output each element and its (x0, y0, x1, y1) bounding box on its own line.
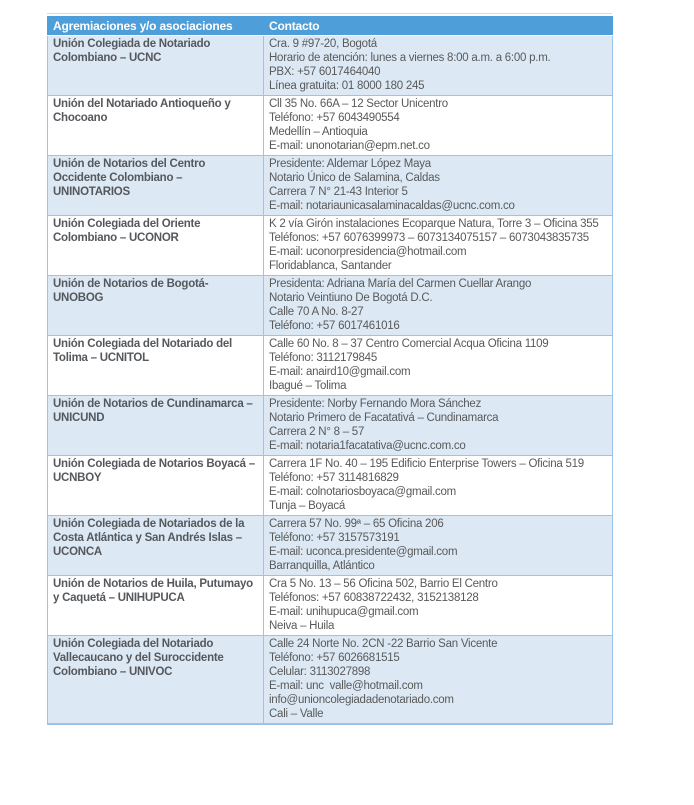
table-row (48, 36, 613, 96)
contact-line: Teléfono: +57 6026681515 (269, 652, 400, 664)
contact-line: Calle 24 Norte No. 2CN -22 Barrio San Vicente (269, 638, 498, 650)
contact-line: Presidente: Norby Fernando Mora Sánchez (269, 398, 482, 410)
table-row (48, 576, 613, 636)
table-top-rule (47, 13, 612, 14)
contact-line: Notario Único de Salamina, Caldas (269, 172, 440, 184)
contact-line: Notario Veintiuno De Bogotá D.C. (269, 292, 433, 304)
contact-info (264, 636, 613, 725)
contact-line: info@unioncolegiadadenotariado.com (269, 694, 454, 706)
contact-line: E-mail: uconorpresidencia@hotmail.com (269, 246, 467, 258)
contact-info (264, 336, 613, 396)
contact-line: E-mail: notariaunicasalaminacaldas@ucnc.com.co (269, 200, 515, 212)
contact-line: Presidente: Aldemar López Maya (269, 158, 431, 170)
contact-line: Teléfono: +57 6043490554 (269, 112, 400, 124)
association-name: Unión Colegiada de Notarios Boyacá – UCNBOY (48, 456, 264, 516)
table-body (48, 36, 613, 725)
table-row (48, 336, 613, 396)
col-header-contact: Contacto (264, 17, 613, 36)
contact-info (264, 456, 613, 516)
contact-line: Teléfonos: +57 6076399973 – 6073134075157 – 6073043835735 (269, 232, 589, 244)
association-name: Unión de Notarios de Cundinamarca – UNICUND (48, 396, 264, 456)
table-row (48, 516, 613, 576)
col-header-associations: Agremiaciones y/o asociaciones (48, 17, 264, 36)
contact-line: Horario de atención: lunes a viernes 8:00 a.m. a 6:00 p.m. (269, 52, 551, 64)
contact-info (264, 576, 613, 636)
contact-line: Carrera 7 N° 21-43 Interior 5 (269, 186, 408, 198)
association-name: Unión de Notarios de Huila, Putumayo y Caquetá – UNIHUPUCA (48, 576, 264, 636)
association-name: Unión de Notarios del Centro Occidente Colombiano – UNINOTARIOS (48, 156, 264, 216)
contact-line: E-mail: unonotarian@epm.net.co (269, 140, 430, 152)
contact-line: Cra 5 No. 13 – 56 Oficina 502, Barrio El Centro (269, 578, 498, 590)
contact-line: Floridablanca, Santander (269, 260, 392, 272)
table-row (48, 96, 613, 156)
contact-line: Carrera 57 No. 99ª – 65 Oficina 206 (269, 518, 444, 530)
contact-line: Notario Primero de Facatativá – Cundinamarca (269, 412, 499, 424)
contact-info (264, 276, 613, 336)
contact-line: Medellín – Antioquia (269, 126, 368, 138)
contact-line: Línea gratuita: 01 8000 180 245 (269, 80, 425, 92)
association-name: Unión Colegiada del Oriente Colombiano – UCONOR (48, 216, 264, 276)
contact-line: Teléfono: +57 6017461016 (269, 320, 400, 332)
association-name: Unión del Notariado Antioqueño y Chocoano (48, 96, 264, 156)
contact-line: Calle 70 A No. 8-27 (269, 306, 364, 318)
contact-line: Cll 35 No. 66A – 12 Sector Unicentro (269, 98, 448, 110)
contact-info (264, 216, 613, 276)
contact-line: Teléfono: +57 3157573191 (269, 532, 400, 544)
association-name: Unión Colegiada de Notariados de la Costa Atlántica y San Andrés Islas – UCONCA (48, 516, 264, 576)
table-row (48, 216, 613, 276)
contact-line: Teléfono: 3112179845 (269, 352, 377, 364)
contact-info (264, 396, 613, 456)
contact-info (264, 96, 613, 156)
association-name: Unión de Notarios de Bogotá- UNOBOG (48, 276, 264, 336)
contact-line: E-mail: colnotariosboyaca@gmail.com (269, 486, 456, 498)
contact-line: Tunja – Boyacá (269, 500, 345, 512)
contact-info (264, 156, 613, 216)
contact-line: Cali – Valle (269, 708, 324, 720)
contact-line: E-mail: anaird10@gmail.com (269, 366, 411, 378)
contact-line: Teléfono: +57 3114816829 (269, 472, 399, 484)
contact-line: Cra. 9 #97-20, Bogotá (269, 38, 377, 50)
table-row (48, 636, 613, 725)
association-name: Unión Colegiada de Notariado Colombiano – UCNC (48, 36, 264, 96)
contact-info (264, 36, 613, 96)
contact-line: Presidenta: Adriana María del Carmen Cuellar Arango (269, 278, 532, 290)
contact-line: Calle 60 No. 8 – 37 Centro Comercial Acqua Oficina 1109 (269, 338, 549, 350)
contact-line: Carrera 2 N° 8 – 57 (269, 426, 365, 438)
contact-line: Teléfonos: +57 60838722432, 3152138128 (269, 592, 479, 604)
header-row (48, 17, 613, 36)
association-name: Unión Colegiada del Notariado Vallecaucano y del Suroccidente Colombiano – UNIVOC (48, 636, 264, 725)
table-row (48, 456, 613, 516)
table-row (48, 276, 613, 336)
contact-line: E-mail: unc valle@hotmail.com (269, 680, 423, 692)
association-name: Unión Colegiada del Notariado del Tolima – UCNITOL (48, 336, 264, 396)
table-row (48, 156, 613, 216)
table-row (48, 396, 613, 456)
contact-line: PBX: +57 6017464040 (269, 66, 381, 78)
contact-info (264, 516, 613, 576)
associations-table (47, 16, 613, 725)
contact-line: E-mail: notaria1facatativa@ucnc.com.co (269, 440, 466, 452)
contact-line: E-mail: unihupuca@gmail.com (269, 606, 419, 618)
contact-line: E-mail: uconca.presidente@gmail.com (269, 546, 458, 558)
contact-line: Carrera 1F No. 40 – 195 Edificio Enterprise Towers – Oficina 519 (269, 458, 584, 470)
contact-line: K 2 vía Girón instalaciones Ecoparque Natura, Torre 3 – Oficina 355 (269, 218, 599, 230)
contact-line: Celular: 3113027898 (269, 666, 371, 678)
contact-line: Neiva – Huila (269, 620, 335, 632)
contact-line: Barranquilla, Atlántico (269, 560, 375, 572)
contact-line: Ibagué – Tolima (269, 380, 347, 392)
